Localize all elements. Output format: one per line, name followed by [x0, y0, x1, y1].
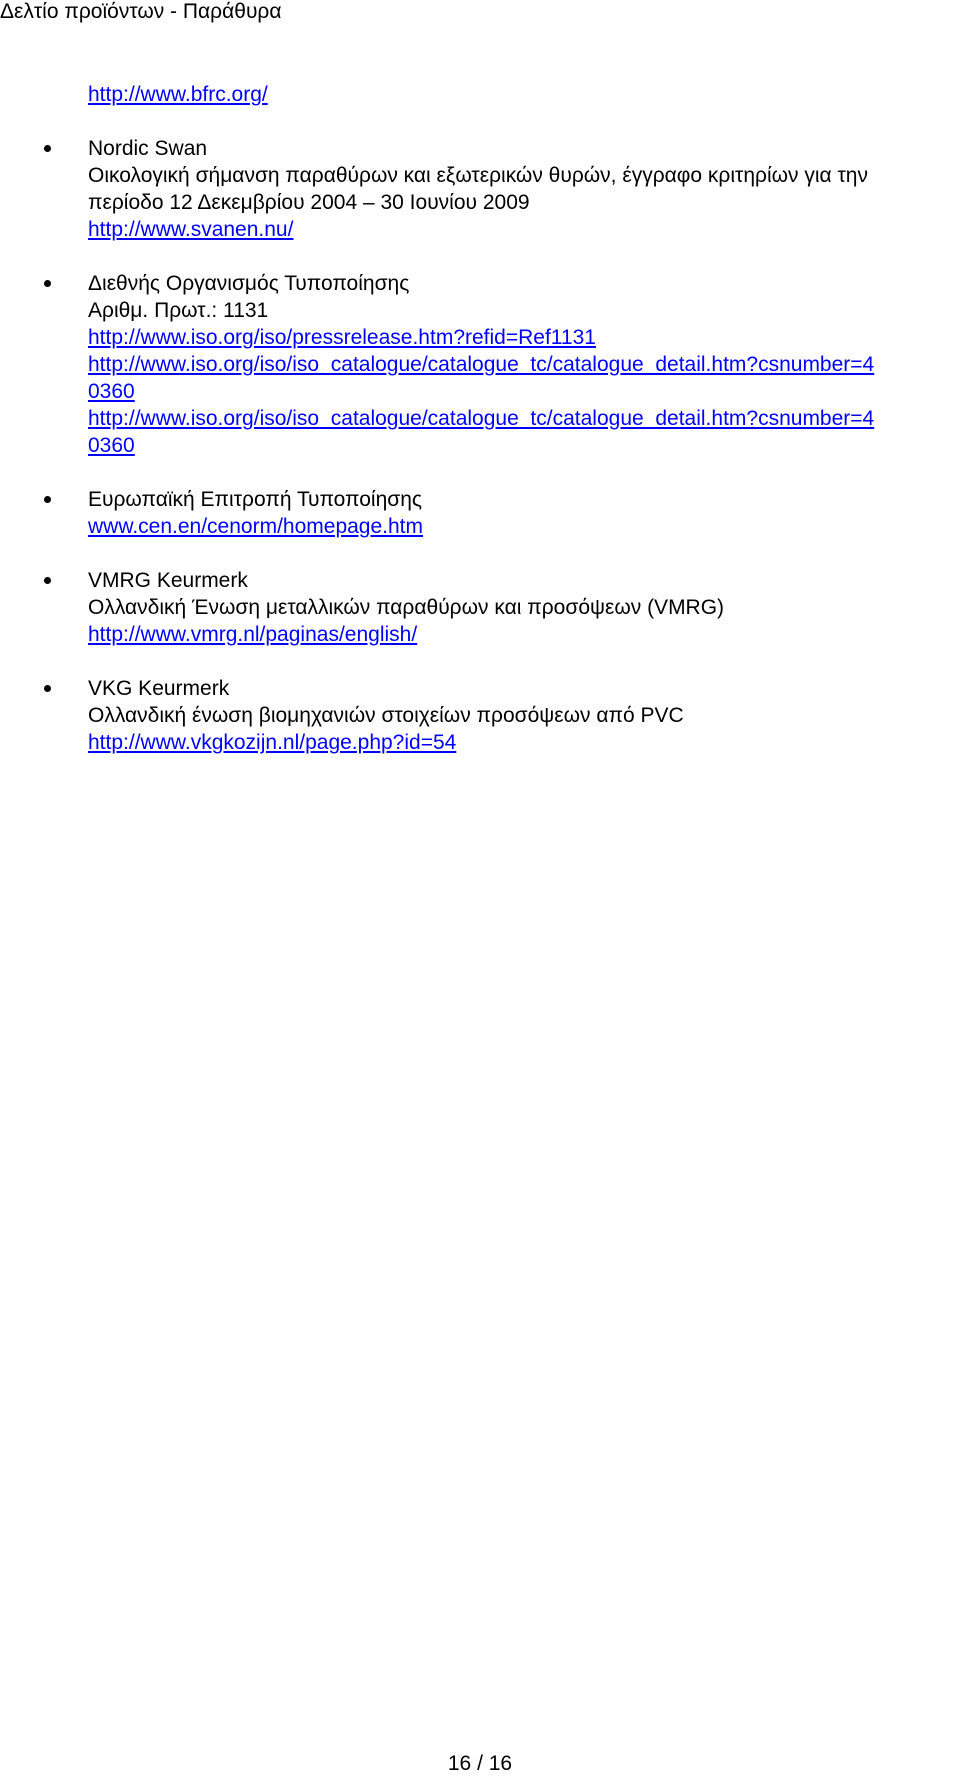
spacer: [88, 459, 958, 486]
spacer: [88, 108, 958, 135]
page-number: 16 / 16: [447, 1752, 513, 1775]
cen-link[interactable]: www.cen.en/cenorm/homepage.htm: [88, 515, 424, 538]
item-title: Διεθνής Οργανισμός Τυποποίησης: [88, 272, 410, 295]
item-description: Οικολογική σήμανση παραθύρων και εξωτερικών θυρών, έγγραφο κριτηρίων για την: [88, 164, 868, 187]
bullet-icon: [44, 280, 51, 287]
list-item-vkg: [88, 675, 958, 756]
svanen-link[interactable]: http://www.svanen.nu/: [88, 218, 294, 241]
iso-catalogue-link[interactable]: http://www.iso.org/iso/iso_catalogue/catalogue_tc/catalogue_detail.htm?csnumber=4: [88, 353, 875, 376]
vkg-link[interactable]: http://www.vkgkozijn.nl/page.php?id=54: [88, 731, 457, 754]
iso-catalogue-link-2[interactable]: http://www.iso.org/iso/iso_catalogue/catalogue_tc/catalogue_detail.htm?csnumber=4: [88, 407, 875, 430]
iso-pressrelease-link[interactable]: http://www.iso.org/iso/pressrelease.htm?refid=Ref1131: [88, 326, 596, 349]
item-description: Ολλανδική ένωση βιομηχανιών στοιχείων προσόψεων από PVC: [88, 704, 684, 727]
spacer: [88, 243, 958, 270]
document-body: [88, 81, 958, 756]
bullet-icon: [44, 145, 51, 152]
spacer: [88, 648, 958, 675]
list-item-iso: [88, 270, 958, 459]
list-item-cen: [88, 486, 958, 540]
item-title: VMRG Keurmerk: [88, 569, 248, 592]
item-title: VKG Keurmerk: [88, 677, 230, 700]
bullet-icon: [44, 577, 51, 584]
bullet-icon: [44, 496, 51, 503]
item-title: Ευρωπαϊκή Επιτροπή Τυποποίησης: [88, 488, 423, 511]
bullet-icon: [44, 685, 51, 692]
document-header-title: Δελτίο προϊόντων - Παράθυρα: [0, 0, 282, 23]
list-item-vmrg: [88, 567, 958, 648]
item-description: περίοδο 12 Δεκεμβρίου 2004 – 30 Ιουνίου 2009: [88, 191, 530, 214]
item-description: Αριθμ. Πρωτ.: 1131: [88, 299, 269, 322]
bfrc-link[interactable]: http://www.bfrc.org/: [88, 83, 268, 106]
iso-catalogue-link-continued[interactable]: 0360: [88, 380, 135, 403]
item-description: Ολλανδική Ένωση μεταλλικών παραθύρων και προσόψεων (VMRG): [88, 596, 725, 619]
iso-catalogue-link-2-continued[interactable]: 0360: [88, 434, 135, 457]
item-title: Nordic Swan: [88, 137, 208, 160]
list-item-nordic-swan: [88, 135, 958, 243]
spacer: [88, 540, 958, 567]
vmrg-link[interactable]: http://www.vmrg.nl/paginas/english/: [88, 623, 418, 646]
